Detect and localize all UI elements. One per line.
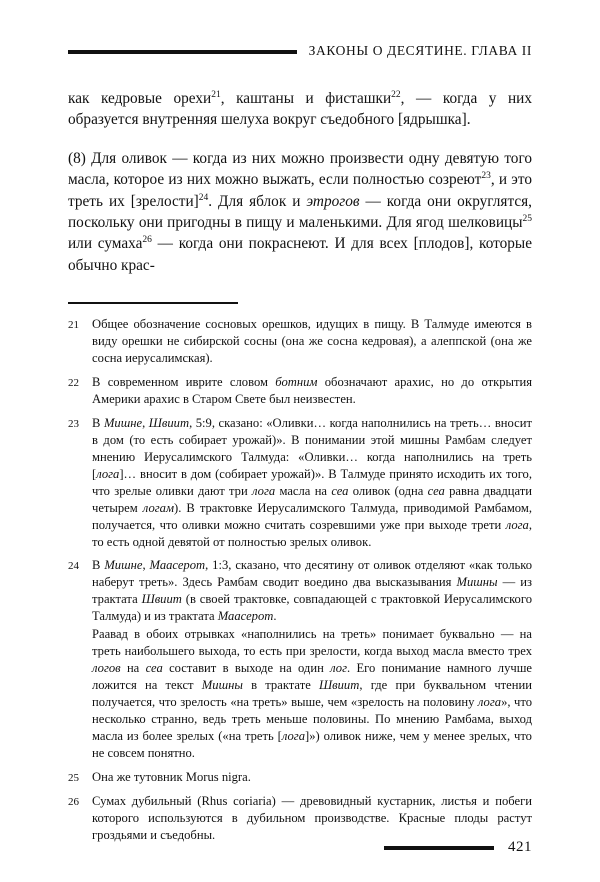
para2-part-b: , и это треть их [зрелости] (68, 171, 532, 210)
footnote-item (68, 793, 532, 844)
footnote-number: 24 (68, 560, 79, 573)
footnote-paragraph: Общее обозначение сосновых орешков, идущих в пищу. В Талмуде имеются в виду орешки не сибирской сосны (она же сосна кедровая), а алеппской (она же сосна иерусалимская). (92, 317, 532, 366)
footnote-ref-26[interactable]: 26 (142, 235, 152, 246)
footer-rule (384, 846, 494, 850)
footnote-number: 25 (68, 771, 79, 784)
paragraph-section-8 (68, 148, 532, 276)
page-header (68, 0, 532, 64)
footnote-body (92, 415, 532, 551)
para2-part-a: (8) Для оливок — когда из них можно произвести одну девятую того масла, которое из них можно выжать, если полностью созреют (68, 149, 532, 189)
footnote-body (92, 769, 532, 786)
para1-part-b: , каштаны и фисташки (220, 90, 392, 107)
footnote-paragraph: Она же тутовник Morus nigra. (92, 769, 251, 784)
footnote-body (92, 374, 532, 408)
footnote-item (68, 415, 532, 551)
paragraph-continuation (68, 88, 532, 131)
para2-part-e: или сумаха (68, 235, 143, 253)
footnote-ref-25[interactable]: 25 (522, 213, 532, 224)
page-footer (68, 839, 532, 856)
footnote-ref-23[interactable]: 23 (481, 171, 491, 182)
footnote-body (92, 557, 532, 761)
header-rule (68, 50, 297, 54)
para2-italic-term: этрогов (306, 192, 360, 210)
footnote-item (68, 316, 532, 367)
footnote-paragraph: В Мишне, Швиит, 5:9, сказано: «Оливки… когда наполнились на треть… вносит в дом (то есть собирает урожай)». В понимании этой мишны Рамбам следует мнению Иерусалимского Талмуда: «Оливки… когда наполнились на треть [лога]… вносит в дом (собирает урожай)». В Талмуде принято исходить их того, что зрелые оливки дают три лога масла на сеа оливок (одна сеа равна двадцати четырем логам). В трактовке Иерусалимского Талмуда, приводимой Рамбамом, получается, что оливки можно считать созревшими уже при выходе трети лога, то есть одной девятой от полностью зрелых оливок. (92, 415, 532, 549)
para2-part-f: — когда они покраснеют. И для всех [плодов], которые обычно крас- (68, 235, 532, 274)
footnote-body (92, 316, 532, 367)
para1-part-c: , — когда у них образуется внутренняя шелуха вокруг съедобного [ядрышка]. (68, 90, 532, 129)
footnote-item (68, 769, 532, 786)
footnote-number: 21 (68, 319, 79, 332)
footnote-number: 22 (68, 377, 79, 390)
footnote-body (92, 793, 532, 844)
footnotes-block (68, 316, 532, 843)
running-title: ЗАКОНЫ О ДЕСЯТИНЕ. ГЛАВА II (308, 43, 532, 58)
para2-part-d: — когда они округлятся, поскольку они пригодны в пищу и маленькими. Для ягод шелковицы (68, 192, 532, 232)
footnote-separator-rule (68, 302, 238, 304)
para1-part-a: как кедровые орехи (68, 90, 212, 107)
footnote-number: 26 (68, 795, 79, 808)
footnote-item (68, 557, 532, 761)
footnote-number: 23 (68, 417, 79, 430)
footnote-ref-21[interactable]: 21 (211, 89, 221, 100)
footnote-paragraph: В Мишне, Маасерот, 1:3, сказано, что десятину от оливок отделяют «как только наберут треть». Здесь Рамбам сводит воедино два высказывания Мишны — из трактата Швиит (в своей трактовке, совпадающей с трактовкой Иерусалимского Талмуда) и из трактата Маасерот. (92, 558, 532, 624)
footnote-paragraph: Раавад в обоих отрывках «наполнились на треть» понимает буквально — на треть наибольшего выхода, то есть при зрелости, когда выход масла вместо трех логов на сеа составит в выходе на один лог. Его понимание намного лучше ложится на текст Мишны в трактате Швиит, где при буквальном чтении получается, что зрелость «на треть» выше, чем «зрелость на половину лога», что несколько странно, ведь треть меньше половины. По мнению Рамбама, выход масла из более зрелых («на треть [лога]») оливок ниже, чем у менее зрелых, что не совсем понятно. (92, 627, 533, 760)
main-text (68, 88, 532, 276)
page-number: 421 (508, 839, 532, 855)
footnote-ref-24[interactable]: 24 (198, 192, 209, 203)
footnote-item (68, 374, 532, 408)
para2-part-c: . Для яблок и (208, 192, 307, 210)
footnote-paragraph: В современном иврите словом ботним обозначают арахис, но до открытия Америки арахис в Старом Свете был неизвестен. (92, 375, 532, 406)
footnote-paragraph: Сумах дубильный (Rhus coriaria) — древовидный кустарник, листья и побеги которого используются в дубильном производстве. Красные плоды растут гроздьями и съедобны. (92, 793, 532, 842)
footnote-ref-22[interactable]: 22 (391, 89, 401, 100)
